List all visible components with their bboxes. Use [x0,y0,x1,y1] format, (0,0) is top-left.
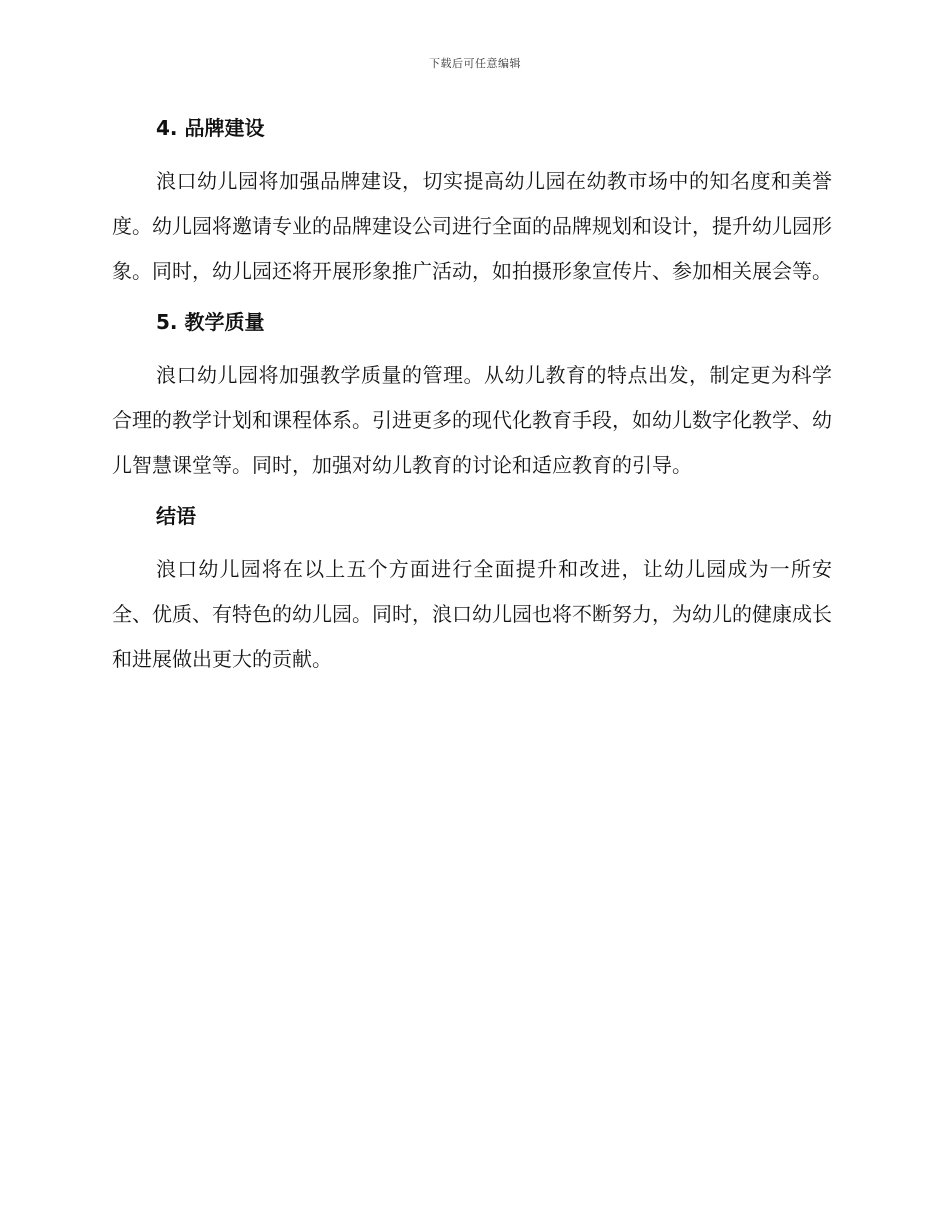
section-heading-teaching-quality: 5. 教学质量 [156,310,265,334]
section-paragraph-conclusion: 浪口幼儿园将在以上五个方面进行全面提升和改进，让幼儿园成为一所安全、优质、有特色的幼儿园。同时，浪口幼儿园也将不断努力，为幼儿的健康成长和进展做出更大的贡献。 [112,557,832,671]
section-heading-brand: 4. 品牌建设 [156,116,265,140]
document-body [112,110,832,682]
section-paragraph-teaching-quality: 浪口幼儿园将加强教学质量的管理。从幼儿教育的特点出发，制定更为科学合理的教学计划和课程体系。引进更多的现代化教育手段，如幼儿数字化教学、幼儿智慧课堂等。同时，加强对幼儿教育的讨论和适应教育的引导。 [112,363,832,477]
header-note: 下载后可任意编辑 [429,57,521,70]
section-heading-conclusion: 结语 [156,504,196,528]
section-paragraph-brand: 浪口幼儿园将加强品牌建设，切实提高幼儿园在幼教市场中的知名度和美誉度。幼儿园将邀请专业的品牌建设公司进行全面的品牌规划和设计，提升幼儿园形象。同时，幼儿园还将开展形象推广活动，如拍摄形象宣传片、参加相关展会等。 [112,169,832,283]
